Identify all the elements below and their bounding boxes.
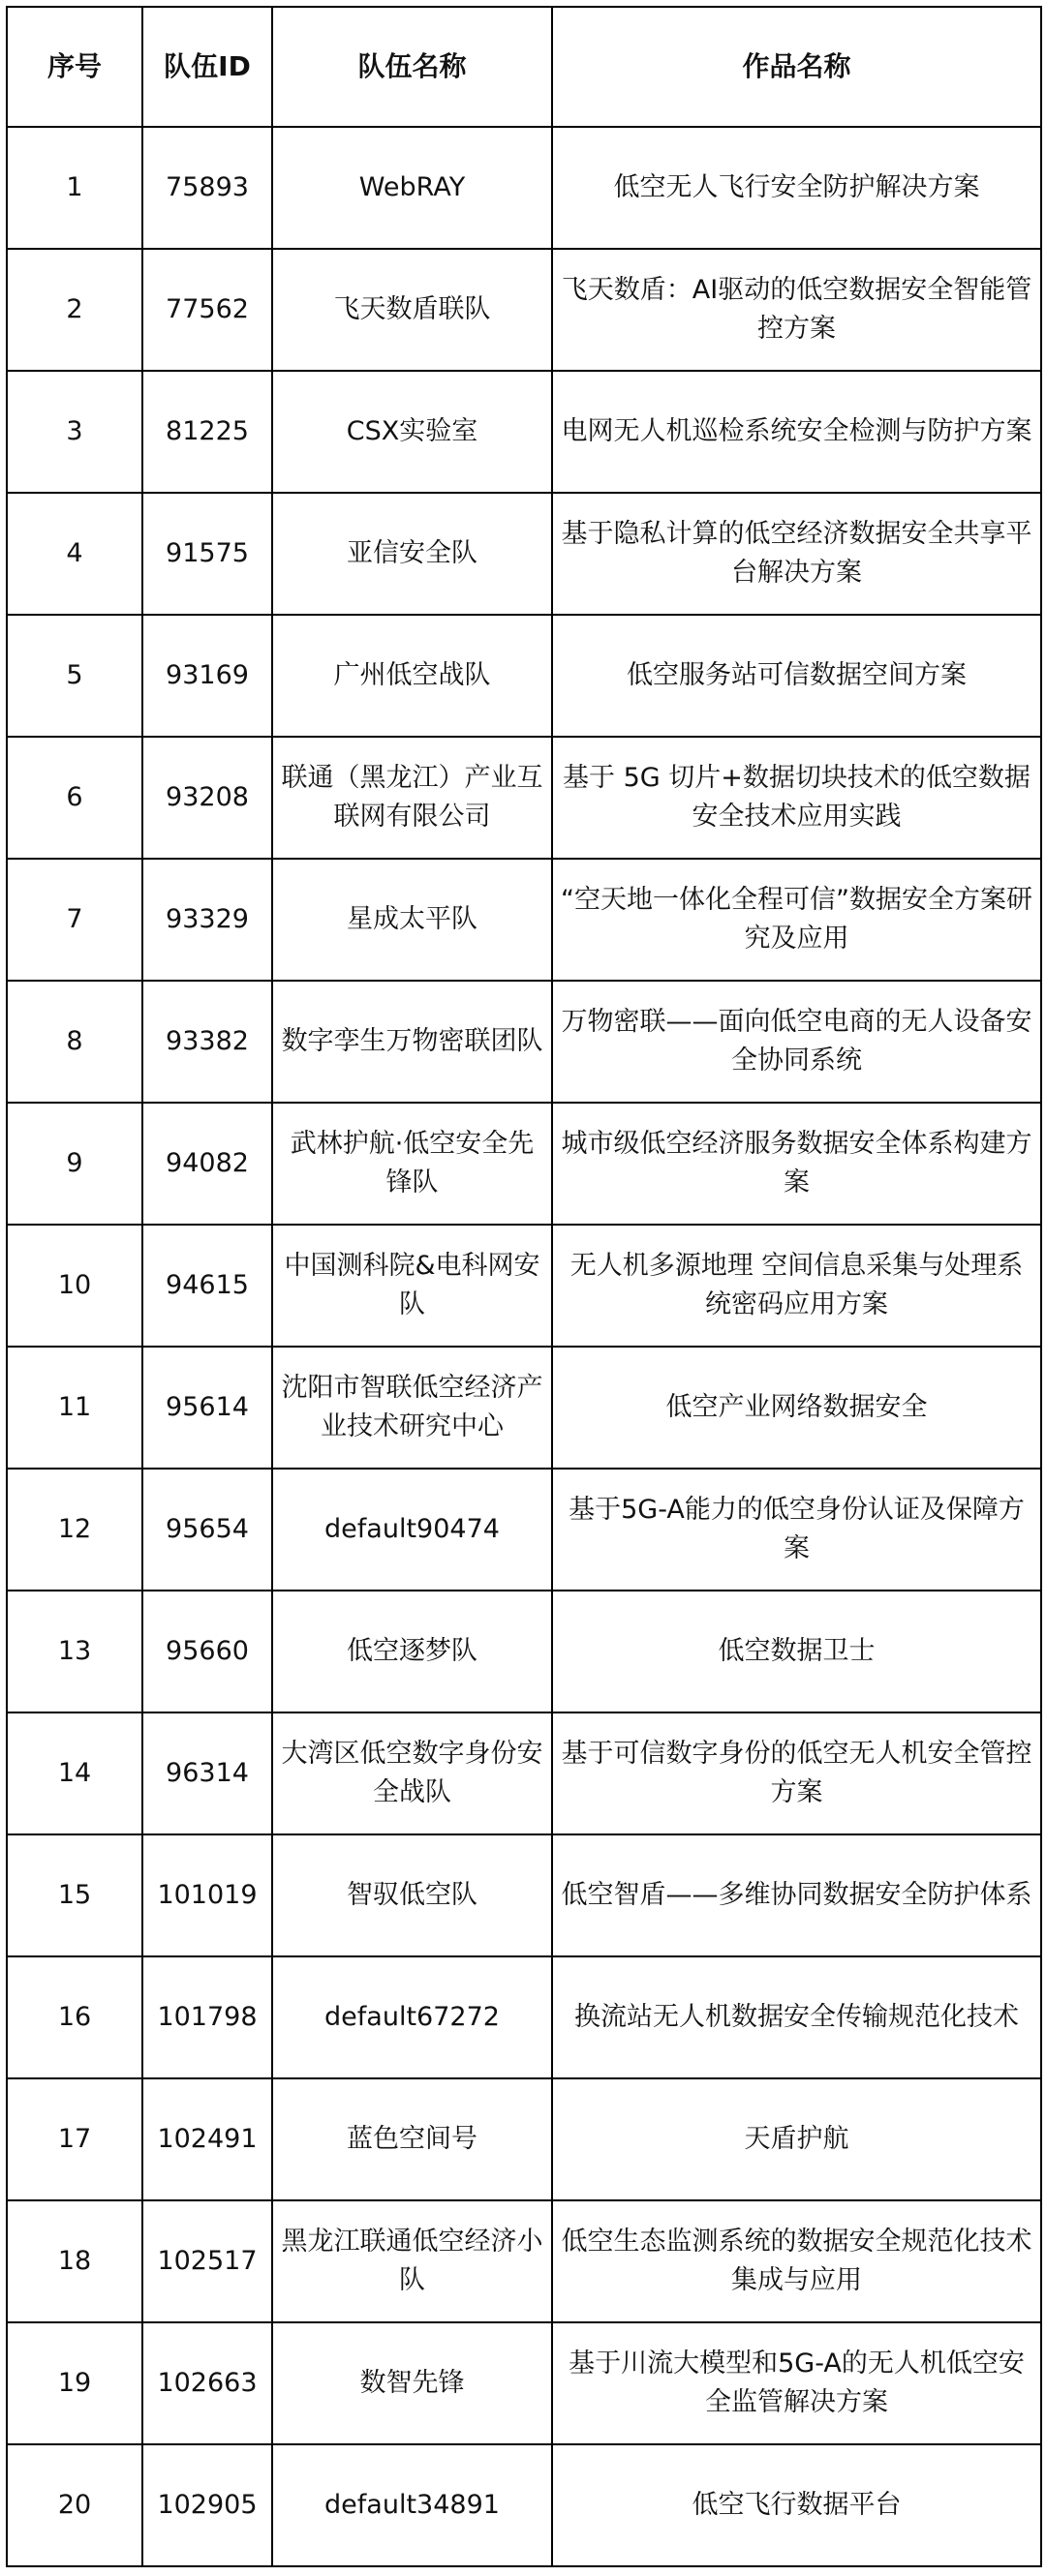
row-index: 19 (7, 2322, 142, 2444)
row-team-name: 数字孪生万物密联团队 (272, 981, 552, 1103)
table-row (7, 737, 1041, 859)
row-team-id: 102905 (142, 2444, 272, 2566)
table-row (7, 1834, 1041, 1956)
table-header-row (7, 7, 1041, 127)
row-team-name: 星成太平队 (272, 859, 552, 981)
row-work-name: 低空生态监测系统的数据安全规范化技术集成与应用 (552, 2200, 1041, 2322)
row-team-name: default67272 (272, 1956, 552, 2078)
table-row (7, 1469, 1041, 1591)
table-row (7, 493, 1041, 615)
row-work-name: 基于隐私计算的低空经济数据安全共享平台解决方案 (552, 493, 1041, 615)
row-team-name: 智驭低空队 (272, 1834, 552, 1956)
row-team-name: 低空逐梦队 (272, 1591, 552, 1712)
row-work-name: 天盾护航 (552, 2078, 1041, 2200)
team-table (6, 6, 1042, 2567)
row-team-id: 94082 (142, 1103, 272, 1225)
row-work-name: 飞天数盾：AI驱动的低空数据安全智能管控方案 (552, 249, 1041, 371)
header-index: 序号 (7, 7, 142, 127)
row-team-name: 黑龙江联通低空经济小队 (272, 2200, 552, 2322)
table-row (7, 1103, 1041, 1225)
table-row (7, 2200, 1041, 2322)
row-work-name: 万物密联——面向低空电商的无人设备安全协同系统 (552, 981, 1041, 1103)
row-team-name: 广州低空战队 (272, 615, 552, 737)
row-work-name: 低空产业网络数据安全 (552, 1347, 1041, 1469)
row-index: 11 (7, 1347, 142, 1469)
row-index: 4 (7, 493, 142, 615)
table-row (7, 371, 1041, 493)
row-team-id: 81225 (142, 371, 272, 493)
row-team-id: 75893 (142, 127, 272, 249)
row-team-name: 联通（黑龙江）产业互联网有限公司 (272, 737, 552, 859)
row-work-name: 基于可信数字身份的低空无人机安全管控方案 (552, 1712, 1041, 1834)
table-body (7, 127, 1041, 2566)
row-index: 1 (7, 127, 142, 249)
row-work-name: 低空数据卫士 (552, 1591, 1041, 1712)
row-team-id: 95660 (142, 1591, 272, 1712)
table-row (7, 2444, 1041, 2566)
row-team-id: 93169 (142, 615, 272, 737)
table-row (7, 981, 1041, 1103)
row-team-name: 中国测科院&电科网安队 (272, 1225, 552, 1347)
header-team-id: 队伍ID (142, 7, 272, 127)
row-index: 16 (7, 1956, 142, 2078)
row-team-name: 沈阳市智联低空经济产业技术研究中心 (272, 1347, 552, 1469)
row-work-name: “空天地一体化全程可信”数据安全方案研究及应用 (552, 859, 1041, 981)
row-team-name: 蓝色空间号 (272, 2078, 552, 2200)
table-row (7, 249, 1041, 371)
row-index: 13 (7, 1591, 142, 1712)
header-team-name: 队伍名称 (272, 7, 552, 127)
table-row (7, 615, 1041, 737)
row-index: 9 (7, 1103, 142, 1225)
row-work-name: 无人机多源地理 空间信息采集与处理系统密码应用方案 (552, 1225, 1041, 1347)
row-team-name: default34891 (272, 2444, 552, 2566)
row-work-name: 低空服务站可信数据空间方案 (552, 615, 1041, 737)
table-row (7, 1347, 1041, 1469)
row-team-name: 飞天数盾联队 (272, 249, 552, 371)
row-team-id: 101798 (142, 1956, 272, 2078)
row-index: 12 (7, 1469, 142, 1591)
header-work-name: 作品名称 (552, 7, 1041, 127)
row-index: 7 (7, 859, 142, 981)
row-team-id: 93329 (142, 859, 272, 981)
row-index: 17 (7, 2078, 142, 2200)
table-row (7, 2322, 1041, 2444)
row-team-id: 95654 (142, 1469, 272, 1591)
row-index: 14 (7, 1712, 142, 1834)
row-work-name: 低空智盾——多维协同数据安全防护体系 (552, 1834, 1041, 1956)
row-index: 15 (7, 1834, 142, 1956)
row-team-name: 数智先锋 (272, 2322, 552, 2444)
row-team-id: 91575 (142, 493, 272, 615)
row-team-name: 武林护航·低空安全先锋队 (272, 1103, 552, 1225)
row-work-name: 换流站无人机数据安全传输规范化技术 (552, 1956, 1041, 2078)
row-team-name: default90474 (272, 1469, 552, 1591)
row-team-id: 93208 (142, 737, 272, 859)
row-index: 10 (7, 1225, 142, 1347)
row-work-name: 基于 5G 切片+数据切块技术的低空数据安全技术应用实践 (552, 737, 1041, 859)
table-row (7, 1591, 1041, 1712)
row-team-id: 102517 (142, 2200, 272, 2322)
row-index: 8 (7, 981, 142, 1103)
row-index: 3 (7, 371, 142, 493)
table-row (7, 1225, 1041, 1347)
row-team-id: 77562 (142, 249, 272, 371)
row-team-name: CSX实验室 (272, 371, 552, 493)
row-team-name: WebRAY (272, 127, 552, 249)
row-work-name: 电网无人机巡检系统安全检测与防护方案 (552, 371, 1041, 493)
row-work-name: 低空无人飞行安全防护解决方案 (552, 127, 1041, 249)
table-row (7, 127, 1041, 249)
row-index: 2 (7, 249, 142, 371)
table-row (7, 1956, 1041, 2078)
row-work-name: 基于5G-A能力的低空身份认证及保障方案 (552, 1469, 1041, 1591)
row-work-name: 城市级低空经济服务数据安全体系构建方案 (552, 1103, 1041, 1225)
row-team-id: 94615 (142, 1225, 272, 1347)
row-index: 18 (7, 2200, 142, 2322)
row-team-id: 96314 (142, 1712, 272, 1834)
row-work-name: 基于川流大模型和5G-A的无人机低空安全监管解决方案 (552, 2322, 1041, 2444)
row-index: 20 (7, 2444, 142, 2566)
row-team-id: 101019 (142, 1834, 272, 1956)
table-row (7, 859, 1041, 981)
row-index: 6 (7, 737, 142, 859)
row-work-name: 低空飞行数据平台 (552, 2444, 1041, 2566)
row-index: 5 (7, 615, 142, 737)
row-team-id: 102663 (142, 2322, 272, 2444)
table-row (7, 1712, 1041, 1834)
row-team-name: 亚信安全队 (272, 493, 552, 615)
row-team-id: 102491 (142, 2078, 272, 2200)
table-row (7, 2078, 1041, 2200)
row-team-id: 93382 (142, 981, 272, 1103)
row-team-id: 95614 (142, 1347, 272, 1469)
row-team-name: 大湾区低空数字身份安全战队 (272, 1712, 552, 1834)
